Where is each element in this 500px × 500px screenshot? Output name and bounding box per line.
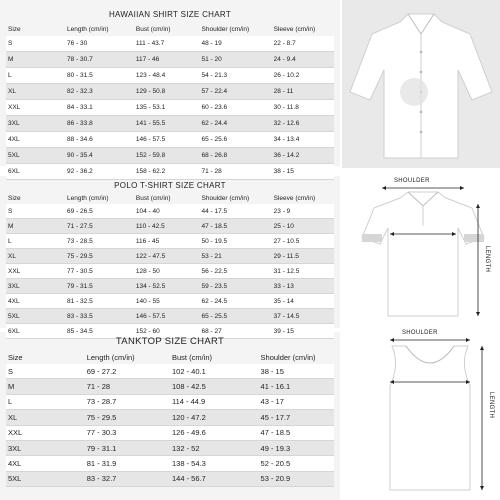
cell-sleeve: 35 - 14 <box>272 294 334 309</box>
tanktop-image <box>342 330 500 500</box>
cell-length: 83 - 33.5 <box>65 309 134 324</box>
cell-sleeve: 23 - 9 <box>272 204 334 219</box>
table-row <box>6 279 334 294</box>
cell-shoulder: 47 - 18.5 <box>259 425 334 440</box>
cell-shoulder: 43 - 17 <box>259 394 334 409</box>
cell-shoulder: 53 - 21 <box>200 249 272 264</box>
cell-shoulder: 56 - 22.5 <box>200 264 272 279</box>
cell-bust: 108 - 42.5 <box>170 379 259 394</box>
cell-shoulder: 45 - 17.7 <box>259 410 334 425</box>
cell-bust: 134 - 52.5 <box>134 279 200 294</box>
table-row <box>6 471 334 486</box>
cell-shoulder: 57 - 22.4 <box>200 84 272 100</box>
cell-bust: 146 - 57.5 <box>134 132 200 148</box>
cell-length: 78 - 30.7 <box>65 52 134 68</box>
cell-sleeve: 30 - 11.8 <box>272 100 334 116</box>
cell-shoulder: 38 - 15 <box>259 364 334 379</box>
tanktop-size-chart <box>6 334 334 487</box>
cell-length: 77 - 30.3 <box>85 425 170 440</box>
cell-bust: 140 - 55 <box>134 294 200 309</box>
cell-bust: 129 - 50.8 <box>134 84 200 100</box>
cell-bust: 132 - 52 <box>170 440 259 455</box>
cell-shoulder: 49 - 19.3 <box>259 440 334 455</box>
tanktop-header-row <box>6 350 334 364</box>
cell-length: 85 - 34.5 <box>65 324 134 339</box>
cell-length: 77 - 30.5 <box>65 264 134 279</box>
cell-size: 5XL <box>6 471 85 486</box>
cell-length: 79 - 31.1 <box>85 440 170 455</box>
header-size: Size <box>8 25 21 33</box>
table-row <box>6 249 334 264</box>
cell-size: XL <box>6 410 85 425</box>
cell-bust: 144 - 56.7 <box>170 471 259 486</box>
hawaiian-size-chart <box>6 8 334 180</box>
cell-shoulder: 71 - 28 <box>200 164 272 180</box>
header-bust: Bust (cm/in) <box>171 352 212 362</box>
table-row <box>6 264 334 279</box>
cell-shoulder: 65 - 25.5 <box>200 309 272 324</box>
table-row <box>6 68 334 84</box>
polo-length-label: LENGTH <box>484 246 490 273</box>
cell-size: L <box>6 394 85 409</box>
cell-shoulder: 59 - 23.5 <box>200 279 272 294</box>
cell-sleeve: 31 - 12.5 <box>272 264 334 279</box>
cell-length: 79 - 31.5 <box>65 279 134 294</box>
table-row <box>6 52 334 68</box>
hawaiian-chart-title: HAWAIIAN SHIRT SIZE CHART <box>108 10 232 19</box>
cell-length: 81 - 32.5 <box>65 294 134 309</box>
cell-length: 82 - 32.3 <box>65 84 134 100</box>
cell-length: 71 - 27.5 <box>65 219 134 234</box>
cell-sleeve: 39 - 15 <box>272 324 334 339</box>
polo-header-row <box>6 192 334 204</box>
cell-size: L <box>6 68 65 84</box>
table-row <box>6 84 334 100</box>
table-row <box>6 456 334 471</box>
polo-shirt-image <box>342 176 500 326</box>
cell-shoulder: 48 - 19 <box>200 36 272 52</box>
cell-size: XXL <box>6 264 65 279</box>
polo-chart-title: POLO T-SHIRT SIZE CHART <box>114 181 226 190</box>
cell-bust: 102 - 40.1 <box>170 364 259 379</box>
cell-size: S <box>6 204 65 219</box>
cell-bust: 152 - 60 <box>134 324 200 339</box>
cell-shoulder: 62 - 24.4 <box>200 116 272 132</box>
table-row <box>6 36 334 52</box>
cell-length: 71 - 28 <box>85 379 170 394</box>
tanktop-size-table <box>6 350 334 487</box>
tanktop-icon <box>342 330 500 500</box>
cell-sleeve: 25 - 10 <box>272 219 334 234</box>
polo-shirt-icon <box>342 176 500 326</box>
cell-shoulder: 65 - 25.6 <box>200 132 272 148</box>
header-shoulder: Shoulder (cm/in) <box>201 25 250 33</box>
cell-size: 4XL <box>6 132 65 148</box>
header-length: Length (cm/in) <box>86 352 135 362</box>
cell-size: 3XL <box>6 116 65 132</box>
table-row <box>6 410 334 425</box>
cell-size: XL <box>6 249 65 264</box>
cell-bust: 110 - 42.5 <box>134 219 200 234</box>
table-row <box>6 309 334 324</box>
table-row <box>6 204 334 219</box>
cell-bust: 120 - 47.2 <box>170 410 259 425</box>
tanktop-rows <box>6 364 334 487</box>
header-sleeve: Sleeve (cm/in) <box>273 25 316 33</box>
cell-length: 73 - 28.7 <box>85 394 170 409</box>
cell-sleeve: 37 - 14.5 <box>272 309 334 324</box>
header-bust: Bust (cm/in) <box>135 194 171 202</box>
polo-size-chart <box>6 180 334 339</box>
cell-bust: 146 - 57.5 <box>134 309 200 324</box>
cell-shoulder: 53 - 20.9 <box>259 471 334 486</box>
header-bust: Bust (cm/in) <box>135 25 171 33</box>
cell-bust: 152 - 59.8 <box>134 148 200 164</box>
cell-size: 3XL <box>6 279 65 294</box>
cell-shoulder: 54 - 21.3 <box>200 68 272 84</box>
cell-length: 80 - 31.5 <box>65 68 134 84</box>
cell-sleeve: 32 - 12.6 <box>272 116 334 132</box>
cell-bust: 128 - 50 <box>134 264 200 279</box>
cell-shoulder: 52 - 20.5 <box>259 456 334 471</box>
cell-size: M <box>6 379 85 394</box>
table-row <box>6 100 334 116</box>
cell-bust: 122 - 47.5 <box>134 249 200 264</box>
cell-shoulder: 47 - 18.5 <box>200 219 272 234</box>
cell-size: S <box>6 364 85 379</box>
header-size: Size <box>8 194 21 202</box>
cell-size: 5XL <box>6 309 65 324</box>
cell-sleeve: 27 - 10.5 <box>272 234 334 249</box>
cell-size: 5XL <box>6 148 65 164</box>
cell-size: L <box>6 234 65 249</box>
cell-sleeve: 28 - 11 <box>272 84 334 100</box>
table-row <box>6 294 334 309</box>
table-row <box>6 379 334 394</box>
cell-length: 73 - 28.5 <box>65 234 134 249</box>
cell-size: 6XL <box>6 324 65 339</box>
cell-size: XXL <box>6 100 65 116</box>
hawaiian-shirt-icon <box>342 0 500 168</box>
tanktop-chart-title: TANKTOP SIZE CHART <box>115 336 225 347</box>
cell-shoulder: 62 - 24.5 <box>200 294 272 309</box>
cell-size: M <box>6 52 65 68</box>
cell-size: XL <box>6 84 65 100</box>
table-row <box>6 234 334 249</box>
polo-shoulder-label: SHOULDER <box>394 178 430 184</box>
cell-length: 69 - 26.5 <box>65 204 134 219</box>
header-size: Size <box>8 352 23 362</box>
cell-bust: 135 - 53.1 <box>134 100 200 116</box>
cell-bust: 111 - 43.7 <box>134 36 200 52</box>
cell-shoulder: 44 - 17.5 <box>200 204 272 219</box>
cell-length: 92 - 36.2 <box>65 164 134 180</box>
cell-shoulder: 51 - 20 <box>200 52 272 68</box>
cell-size: S <box>6 36 65 52</box>
table-row <box>6 364 334 379</box>
cell-size: 6XL <box>6 164 65 180</box>
tanktop-length-label: LENGTH <box>488 392 494 419</box>
hawaiian-rows <box>6 36 334 180</box>
hawaiian-header-row <box>6 22 334 36</box>
header-length: Length (cm/in) <box>67 194 109 202</box>
cell-sleeve: 33 - 13 <box>272 279 334 294</box>
cell-bust: 114 - 44.9 <box>170 394 259 409</box>
cell-length: 90 - 35.4 <box>65 148 134 164</box>
cell-length: 81 - 31.9 <box>85 456 170 471</box>
cell-bust: 141 - 55.5 <box>134 116 200 132</box>
cell-length: 75 - 29.5 <box>85 410 170 425</box>
cell-size: 4XL <box>6 456 85 471</box>
cell-size: M <box>6 219 65 234</box>
cell-sleeve: 29 - 11.5 <box>272 249 334 264</box>
table-row <box>6 440 334 455</box>
cell-size: 4XL <box>6 294 65 309</box>
table-row <box>6 219 334 234</box>
table-row <box>6 394 334 409</box>
cell-bust: 126 - 49.6 <box>170 425 259 440</box>
cell-length: 76 - 30 <box>65 36 134 52</box>
table-row <box>6 132 334 148</box>
cell-length: 83 - 32.7 <box>85 471 170 486</box>
cell-length: 69 - 27.2 <box>85 364 170 379</box>
table-row <box>6 116 334 132</box>
cell-bust: 116 - 45 <box>134 234 200 249</box>
cell-shoulder: 41 - 16.1 <box>259 379 334 394</box>
table-row <box>6 425 334 440</box>
table-row <box>6 164 334 180</box>
polo-rows <box>6 204 334 339</box>
header-sleeve: Sleeve (cm/in) <box>273 194 316 202</box>
cell-shoulder: 68 - 27 <box>200 324 272 339</box>
cell-length: 84 - 33.1 <box>65 100 134 116</box>
cell-sleeve: 24 - 9.4 <box>272 52 334 68</box>
cell-bust: 117 - 46 <box>134 52 200 68</box>
hawaiian-size-table <box>6 22 334 180</box>
table-row <box>6 148 334 164</box>
header-shoulder: Shoulder (cm/in) <box>201 194 250 202</box>
cell-sleeve: 34 - 13.4 <box>272 132 334 148</box>
cell-shoulder: 50 - 19.5 <box>200 234 272 249</box>
cell-size: 3XL <box>6 440 85 455</box>
cell-bust: 123 - 48.4 <box>134 68 200 84</box>
cell-length: 86 - 33.8 <box>65 116 134 132</box>
header-length: Length (cm/in) <box>67 25 109 33</box>
cell-shoulder: 68 - 26.8 <box>200 148 272 164</box>
cell-bust: 158 - 62.2 <box>134 164 200 180</box>
polo-size-table <box>6 192 334 339</box>
cell-bust: 104 - 40 <box>134 204 200 219</box>
cell-sleeve: 36 - 14.2 <box>272 148 334 164</box>
hawaiian-shirt-image <box>342 0 500 168</box>
tanktop-shoulder-label: SHOULDER <box>402 330 438 336</box>
cell-length: 75 - 29.5 <box>65 249 134 264</box>
header-shoulder: Shoulder (cm/in) <box>260 352 316 362</box>
cell-length: 88 - 34.6 <box>65 132 134 148</box>
cell-sleeve: 38 - 15 <box>272 164 334 180</box>
cell-sleeve: 22 - 8.7 <box>272 36 334 52</box>
cell-shoulder: 60 - 23.6 <box>200 100 272 116</box>
cell-bust: 138 - 54.3 <box>170 456 259 471</box>
cell-sleeve: 26 - 10.2 <box>272 68 334 84</box>
cell-size: XXL <box>6 425 85 440</box>
